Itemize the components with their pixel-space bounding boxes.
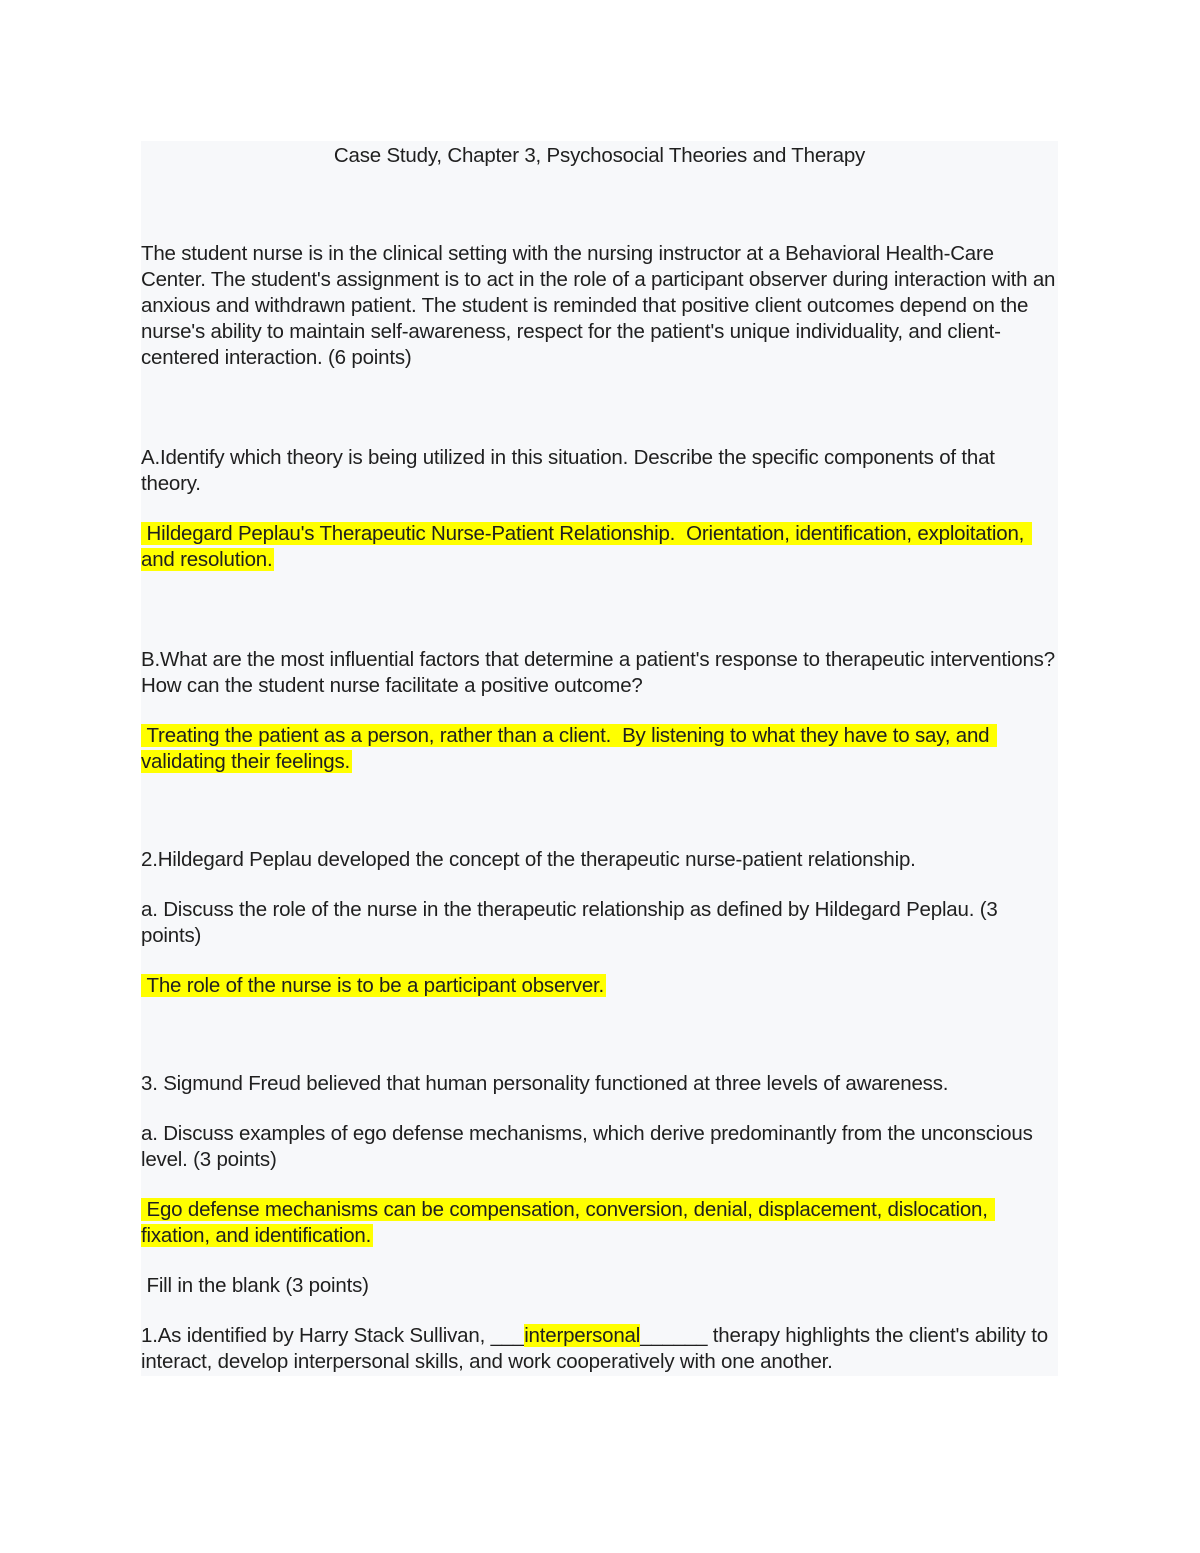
- question-2: 2.Hildegard Peplau developed the concept of the therapeutic nurse-patient relationship.: [141, 848, 916, 871]
- question-a: A.Identify which theory is being utilized in this situation. Describe the specific components of that theory.: [141, 446, 995, 495]
- answer-b: [141, 723, 1058, 775]
- answer-3a: [141, 1197, 1058, 1249]
- intro-paragraph: The student nurse is in the clinical setting with the nursing instructor at a Behavioral Health-Care Center. The student's assignment is to act in the role of a participant observer during interaction with an anxious and withdrawn patient. The student is reminded that positive client outcomes depend on the nurse's ability to maintain self-awareness, respect for the patient's unique individuality, and client-centered interaction. (6 points): [141, 242, 1056, 369]
- answer-a-highlight: Hildegard Peplau's Therapeutic Nurse-Patient Relationship. Orientation, identification, exploitation, and resolution.: [141, 522, 1030, 571]
- answer-3a-highlight: Ego defense mechanisms can be compensation, conversion, denial, displacement, dislocation, fixation, and identification.: [141, 1198, 994, 1247]
- fill-question-1-after: ______ therapy highlights the client's ability to interact, develop interpersonal skills, and work cooperatively with one another.: [141, 1324, 1048, 1373]
- answer-2a-highlight: The role of the nurse is to be a participant observer.: [141, 974, 605, 997]
- document-body: [141, 140, 1058, 1375]
- answer-a: [141, 521, 1058, 573]
- fill-question-1-before: 1.As identified by Harry Stack Sullivan, ___: [141, 1324, 525, 1347]
- question-3a: a. Discuss examples of ego defense mechanisms, which derive predominantly from the unconscious level. (3 points): [141, 1122, 1033, 1171]
- question-2a: a. Discuss the role of the nurse in the therapeutic relationship as defined by Hildegard Peplau. (3 points): [141, 898, 998, 947]
- answer-2a: [141, 973, 1058, 999]
- fill-in-heading: Fill in the blank (3 points): [141, 1274, 369, 1297]
- question-b: B.What are the most influential factors that determine a patient's response to therapeutic interventions? How can the student nurse facilitate a positive outcome?: [141, 648, 1055, 697]
- fill-question-1-answer: interpersonal: [524, 1324, 641, 1347]
- document-title: Case Study, Chapter 3, Psychosocial Theories and Therapy: [333, 144, 866, 167]
- question-3: 3. Sigmund Freud believed that human personality functioned at three levels of awareness.: [141, 1072, 949, 1095]
- fill-question-1: [141, 1323, 1058, 1375]
- answer-b-highlight: Treating the patient as a person, rather than a client. By listening to what they have to say, and validating their feelings.: [141, 724, 995, 773]
